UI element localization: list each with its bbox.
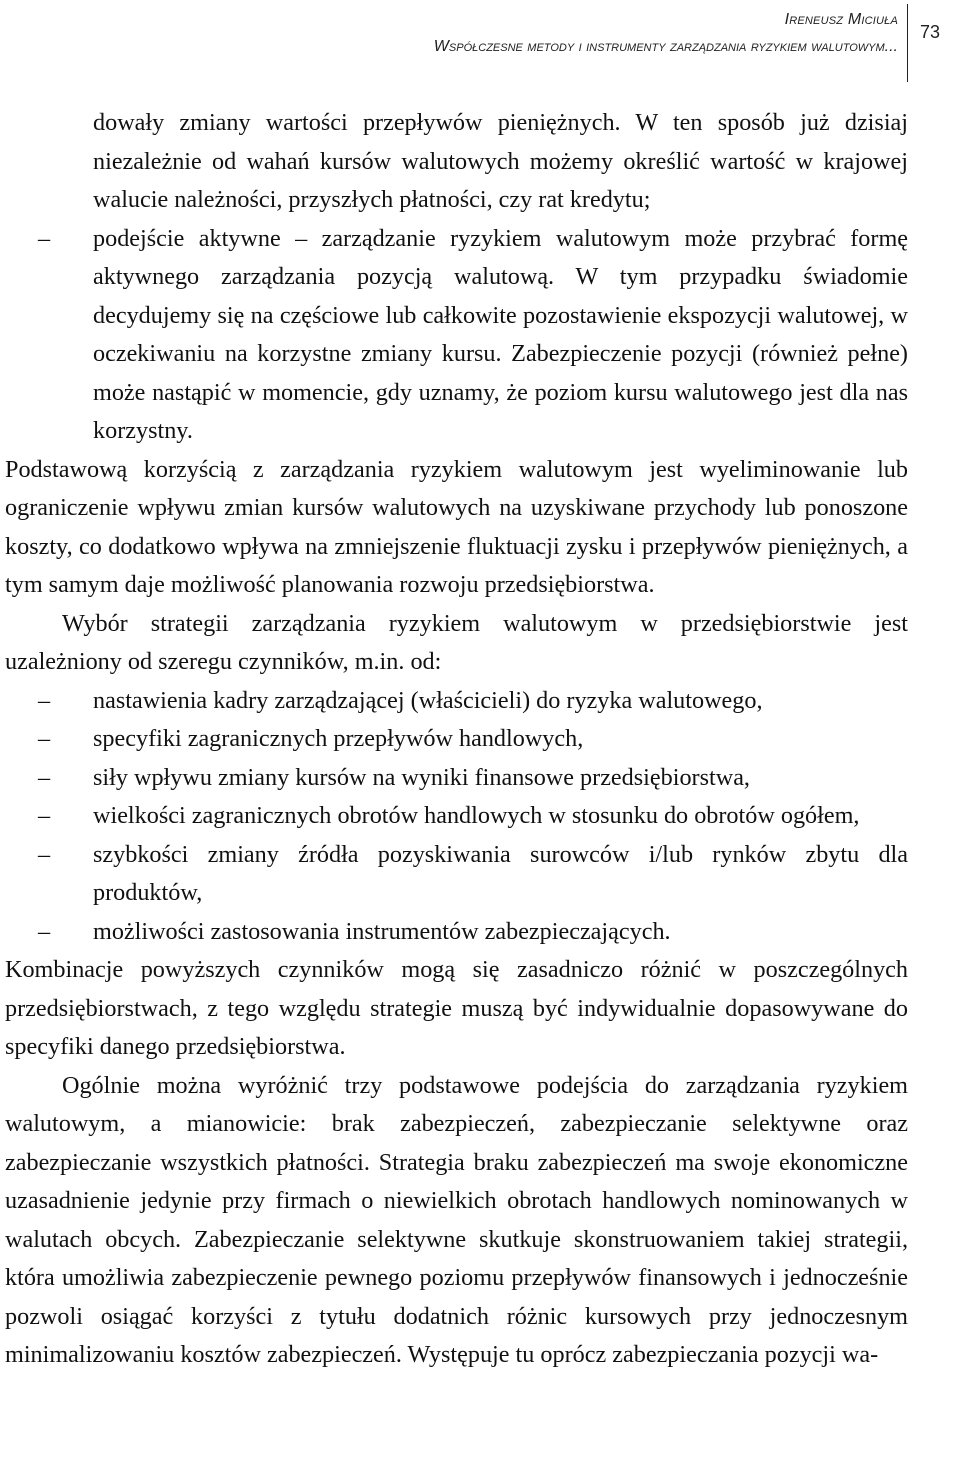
continued-list-item-text: dowały zmiany wartości przepływów pieniężnych. W ten sposób już dzisiaj niezależnie od wahań kursów walutowych możemy określić wartość w krajowej walucie należności, przyszłych płatności, czy rat kredytu;: [93, 109, 908, 213]
header-divider: [907, 4, 908, 82]
factor-text: wielkości zagranicznych obrotów handlowych w stosunku do obrotów ogółem,: [93, 802, 860, 829]
factor-list-item: [5, 759, 908, 798]
dash-bullet: –: [38, 840, 51, 868]
factor-text: nastawienia kadry zarządzającej (właścicieli) do ryzyka walutowego,: [93, 686, 763, 714]
approach-list: [5, 220, 908, 451]
page-number: 73: [920, 22, 941, 42]
approach-list-item-text: podejście aktywne – zarządzanie ryzykiem walutowym może przybrać formę aktywnego zarządzania pozycją walutową. W tym przypadku świadomie decydujemy się na częściowe lub całkowite pozostawienie ekspozycji walutowej, w oczekiwaniu na korzystne zmiany kursu. Zabezpieczenie pozycji (również pełne) może nastąpić w momencie, gdy uznamy, że poziom kursu walutowego jest dla nas korzystny.: [93, 224, 908, 444]
approach-list-item: [5, 220, 908, 451]
factor-text: szybkości zmiany źródła pozyskiwania surowców i/lub rynków zbytu dla produktów,: [93, 840, 908, 906]
header-author: Ireneusz Miciuła: [784, 11, 898, 28]
dash-bullet: –: [38, 763, 51, 791]
factor-text: specyfiki zagranicznych przepływów handlowych,: [93, 725, 584, 752]
header-text-block: [434, 6, 898, 60]
paragraph-strategy-choice: Wybór strategii zarządzania ryzykiem walutowym w przedsiębiorstwie jest uzależniony od szeregu czynników, m.in. od:: [5, 609, 908, 675]
factor-list-item: [5, 720, 908, 759]
paragraph-general-approaches: Ogólnie można wyróżnić trzy podstawowe podejścia do zarządzania ryzykiem walutowym, a mianowicie: brak zabezpieczeń, zabezpieczanie selektywne oraz zabezpieczanie wszystkich płatności. Strategia braku zabezpieczeń ma swoje ekonomiczne uzasadnienie jedynie przy firmach o niewielkich obrotach handlowych nominowanych w walutach obcych. Zabezpieczanie selektywne skutkuje skonstruowaniem takiej strategii, która umożliwia zabezpieczenie pewnego poziomu przepływów finansowych i jednocześnie pozwoli osiągać korzyści z tytułu dodatnich różnic kursowych przy jednoczesnym minimalizowaniu kosztów zabezpieczeń. Występuje tu oprócz zabezpieczania pozycji wa-: [5, 1071, 908, 1368]
dash-bullet: –: [38, 725, 51, 752]
dash-bullet: –: [38, 224, 51, 252]
factor-list-item: [5, 836, 908, 913]
paragraph-combinations: Kombinacje powyższych czynników mogą się zasadniczo różnić w poszczególnych przedsiębiorstwach, z tego względu strategie muszą być indywidualnie dopasowywane do specyfiki danego przedsiębiorstwa.: [5, 956, 908, 1060]
factor-list-item: [5, 682, 908, 721]
dash-bullet: –: [38, 686, 51, 714]
dash-bullet: –: [38, 802, 51, 829]
factor-text: siły wpływu zmiany kursów na wyniki finansowe przedsiębiorstwa,: [93, 763, 750, 791]
running-header: [0, 0, 960, 80]
dash-bullet: –: [38, 917, 51, 945]
factors-list: [5, 682, 908, 952]
factor-text: możliwości zastosowania instrumentów zabezpieczających.: [93, 917, 671, 945]
factor-list-item: [5, 797, 908, 836]
page-body: [5, 104, 908, 1375]
paragraph-benefit: Podstawową korzyścią z zarządzania ryzykiem walutowym jest wyeliminowanie lub ograniczenie wpływu zmian kursów walutowych na uzyskiwane przychody lub ponoszone koszty, co dodatkowo wpływa na zmniejszenie fluktuacji zysku i przepływów pieniężnych, a tym samym daje możliwość planowania rozwoju przedsiębiorstwa.: [5, 455, 908, 598]
header-title: Współczesne metody i instrumenty zarządzania ryzykiem walutowym...: [433, 38, 898, 55]
factor-list-item: [5, 913, 908, 952]
